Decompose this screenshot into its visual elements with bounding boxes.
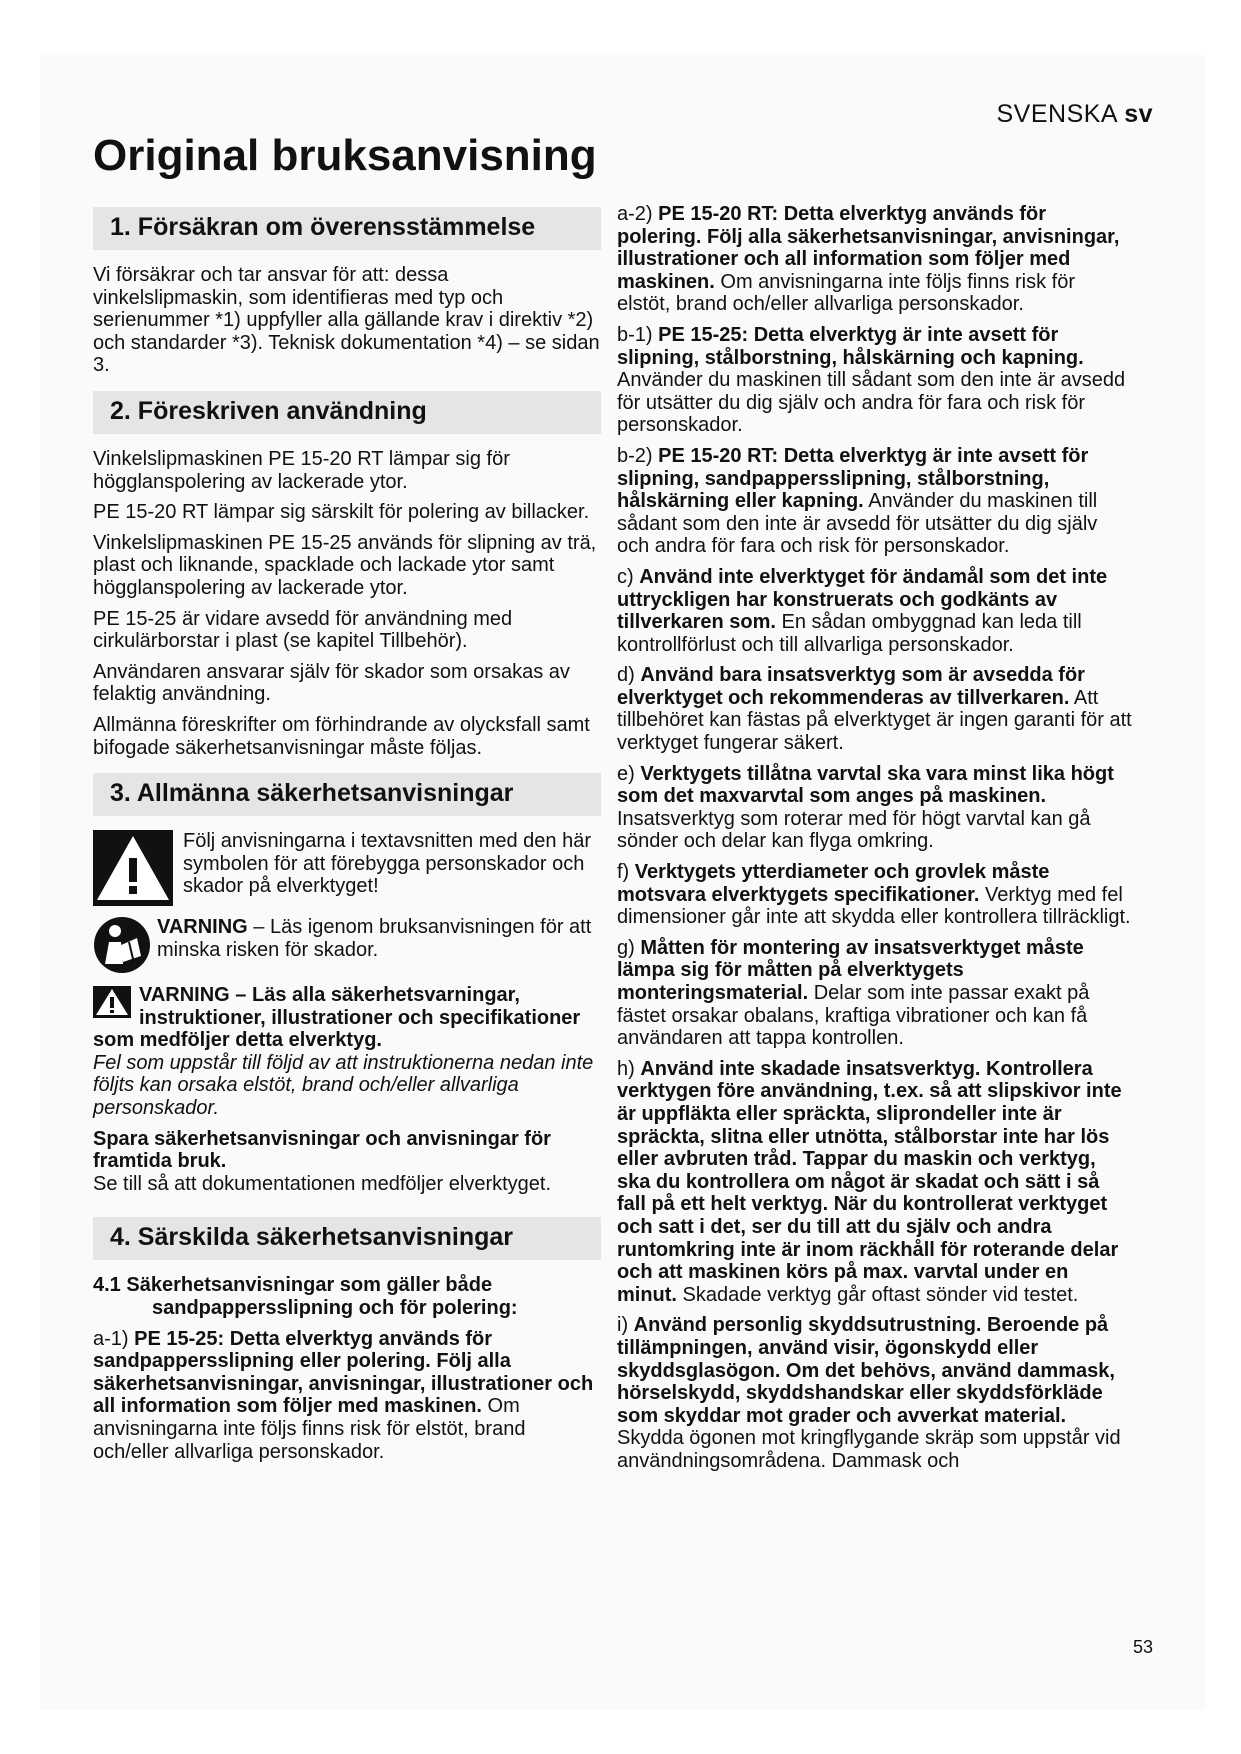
right-column bbox=[617, 203, 1132, 1480]
subsection-4-1-heading: 4.1 Säkerhetsanvisningar som gäller både sandpappersslipning och för polering: bbox=[93, 1274, 518, 1320]
varning-text: – Läs igenom bruksanvisningen för att minska risken för skador. bbox=[157, 916, 592, 961]
read-manual-note bbox=[93, 916, 601, 974]
warning-small-icon bbox=[93, 986, 131, 1018]
left-column bbox=[93, 207, 601, 1471]
item-b1: b-1) PE 15-25: Detta elverktyg är inte avsett för slipning, stålborstning, hålskärning och kapning. Använder du maskinen till sådant som den inte är avsedd för utsätter du dig själv och andra för fara och risk för personskador. bbox=[617, 323, 1126, 437]
symbol-note-text: Följ anvisningarna i textavsnitten med den här symbolen för att förebygga personskador och skador på elverktyget! bbox=[183, 830, 592, 898]
section-1-heading: 1. Försäkran om överensstämmelse bbox=[93, 207, 601, 250]
item-a2: a-2) PE 15-20 RT: Detta elverktyg används för polering. Följ alla säkerhetsanvisningar, anvisningar, illustrationer och all information som följer med maskinen. Om anvisningarna inte följs finns risk för elstöt, brand och/eller allvarliga personskador. bbox=[617, 203, 1120, 316]
page-title: Original bruksanvisning bbox=[93, 131, 597, 180]
item-i: i) Använd personlig skyddsutrustning. Beroende på tillämpningen, använd visir, ögonskydd eller skyddsglasögon. Om det behövs, använd dammask, hörselskydd, skyddshandskar eller skyddsförkläde som skyddar mot grader och avverkat material. Skydda ögonen mot kringflygande skräp som uppstår vid användningsområdena. Dammask och bbox=[617, 1314, 1121, 1472]
item-g: g) Måtten för montering av insatsverktyget måste lämpa sig för måtten på elverktygets monteringsmaterial. Delar som inte passar exakt på fästet orsakar obalans, kraftiga vibrationer och kan få användaren att tappa kontrollen. bbox=[617, 936, 1090, 1050]
item-a1: a-1) PE 15-25: Detta elverktyg används för sandpappersslipning eller polering. Följ alla säkerhetsanvisningar, anvisningar, illustrationer och all information som följer med maskinen. Om anvisningarna inte följs finns risk för elstöt, brand och/eller allvarliga personskador. bbox=[93, 1327, 594, 1463]
section-2-para: Vinkelslipmaskinen PE 15-25 används för slipning av trä, plast och liknande, spacklade och lackade ytor samt högglanspolering av lackerade ytor. bbox=[93, 531, 597, 599]
section-2-para: PE 15-25 är vidare avsedd för användning med cirkulärborstar i plast (se kapitel Tillbehör). bbox=[93, 607, 513, 653]
section-2-para: PE 15-20 RT lämpar sig särskilt för polering av billacker. bbox=[93, 501, 590, 524]
item-c: c) Använd inte elverktyget för ändamål som det inte uttryckligen har konstruerats och godkänts av tillverkaren som. En sådan ombyggnad kan leda till kontrollförlust och till allvarliga personskador. bbox=[617, 565, 1108, 656]
warning-triangle-icon bbox=[93, 830, 173, 906]
item-e: e) Verktygets tillåtna varvtal ska vara minst lika högt som det maxvarvtal som anges på maskinen. Insatsverktyg som roterar med för högt varvtal kan gå sönder och delar kan flyga omkring. bbox=[617, 762, 1114, 853]
section-3-heading: 3. Allmänna säkerhetsanvisningar bbox=[93, 773, 601, 816]
section-1-text: Vi försäkrar och tar ansvar för att: dessa vinkelslipmaskin, som identifieras med typ och serienummer *1) uppfyller alla gällande krav i direktiv *2) och standarder *3). Teknisk dokumentation *4) – se sidan 3. bbox=[93, 264, 600, 377]
save-instructions: Spara säkerhetsanvisningar och anvisningar för framtida bruk. bbox=[93, 1127, 551, 1173]
varning-label: VARNING bbox=[157, 916, 248, 939]
symbol-note bbox=[93, 830, 601, 906]
save-instructions-text: Se till så att dokumentationen medföljer elverktyget. bbox=[93, 1172, 552, 1195]
warning-statement: VARNING – Läs alla säkerhetsvarningar, instruktioner, illustrationer och specifikationer som medföljer detta elverktyg. bbox=[93, 984, 581, 1052]
section-2-para: Vinkelslipmaskinen PE 15-20 RT lämpar sig för högglanspolering av lackerade ytor. bbox=[93, 447, 510, 493]
read-manual-icon bbox=[93, 916, 151, 974]
item-b2: b-2) PE 15-20 RT: Detta elverktyg är inte avsett för slipning, sandpappersslipning, stålborstning, hålskärning eller kapning. Använder du maskinen till sådant som den inte är avsedd för utsätter du dig själv och andra för fara och risk för personskador. bbox=[617, 444, 1098, 558]
section-4-heading: 4. Särskilda säkerhetsanvisningar bbox=[93, 1217, 601, 1260]
page-number: 53 bbox=[1132, 1637, 1153, 1657]
section-2-heading: 2. Föreskriven användning bbox=[93, 391, 601, 434]
item-f: f) Verktygets ytterdiameter och grovlek måste motsvara elverktygets specifikationer. Verktyg med fel dimensioner går inte att skydda eller kontrollera tillräckligt. bbox=[617, 861, 1131, 929]
language-label: SVENSKA sv bbox=[996, 100, 1153, 128]
section-2-para: Allmänna föreskrifter om förhindrande av olycksfall samt bifogade säkerhetsanvisningar måste följas. bbox=[93, 713, 590, 759]
warning-consequence: Fel som uppstår till följd av att instruktionerna nedan inte följts kan orsaka elstöt, brand och/eller allvarliga personskador. bbox=[93, 1051, 594, 1120]
section-2-para: Användaren ansvarar själv för skador som orsakas av felaktig användning. bbox=[93, 660, 570, 706]
item-h: h) Använd inte skadade insatsverktyg. Kontrollera verktygen före användning, t.ex. så att slipskivor inte är uppfläkta eller spräckta, sliprondeller inte är spräckta, slitna eller utnötta, stålborstar inte har lös eller avbruten tråd. Tappar du maskin och verktyg, ska du kontrollera om något är skadat och sätt i så fall på ett helt verktyg. När du kontrollerat verktyget och satt i det, ser du till att du själv och andra runtomkring inte är inom räckhåll för roterande delar och att maskinen körs på max. varvtal under en minut. Skadade verktyg går oftast sönder vid testet. bbox=[617, 1057, 1122, 1306]
item-d: d) Använd bara insatsverktyg som är avsedda för elverktyget och rekommenderas av tillverkaren. Att tillbehöret kan fästas på elverktyget är ingen garanti för att verktyget fungerar säkert. bbox=[617, 664, 1132, 755]
